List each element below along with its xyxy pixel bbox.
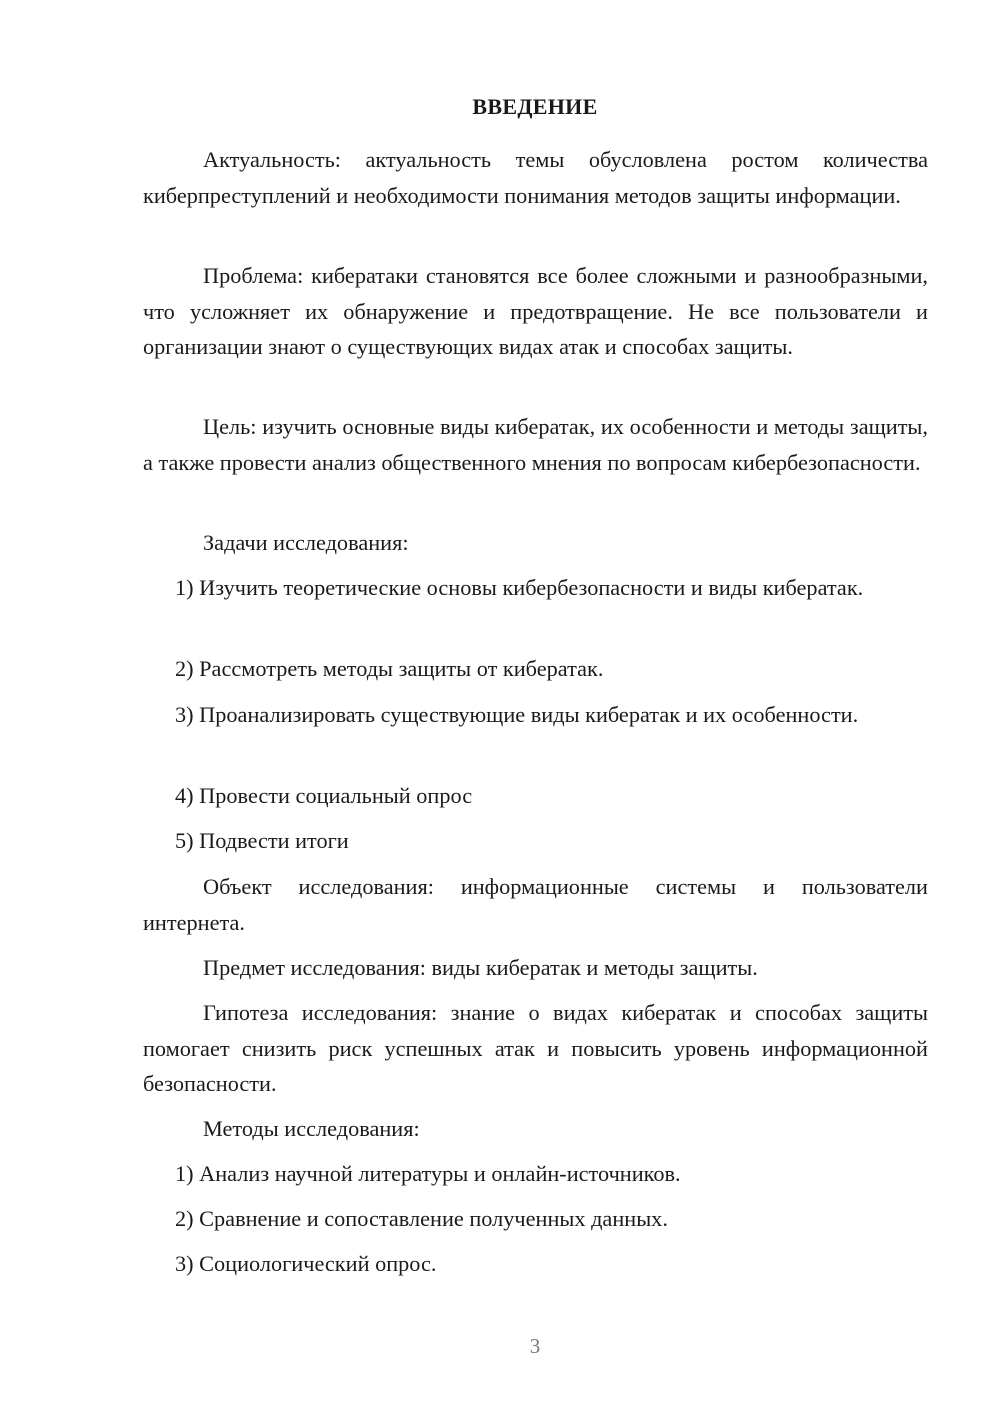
task-item-3: 3) Проанализировать существующие виды кибератак и их особенности. xyxy=(175,702,859,727)
paragraph-subject: Предмет исследования: виды кибератак и методы защиты. xyxy=(203,955,758,980)
task-item-5: 5) Подвести итоги xyxy=(175,828,349,853)
paragraph-object: Объект исследования: информационные системы и пользователи интернета. xyxy=(143,874,928,935)
task-item-2: 2) Рассмотреть методы защиты от кибератак. xyxy=(175,656,604,681)
tasks-heading: Задачи исследования: xyxy=(203,530,409,555)
paragraph-goal: Цель: изучить основные виды кибератак, их особенности и методы защиты, а также провести анализ общественного мнения по вопросам кибербезопасности. xyxy=(143,414,928,475)
page-number: 3 xyxy=(529,1334,541,1358)
task-item-1: 1) Изучить теоретические основы кибербезопасности и виды кибератак. xyxy=(175,575,864,600)
paragraph-problem: Проблема: кибератаки становятся все более сложными и разнообразными, что усложняет их обнаружение и предотвращение. Не все пользователи и организации знают о существующих видах атак и способах защиты. xyxy=(143,263,928,359)
method-item-3: 3) Социологический опрос. xyxy=(175,1251,437,1276)
paragraph-hypothesis: Гипотеза исследования: знание о видах кибератак и способах защиты помогает снизить риск успешных атак и повысить уровень информационной безопасности. xyxy=(143,1000,928,1096)
paragraph-relevance: Актуальность: актуальность темы обусловлена ростом количества киберпреступлений и необходимости понимания методов защиты информации. xyxy=(143,147,928,208)
task-item-4: 4) Провести социальный опрос xyxy=(175,783,473,808)
method-item-2: 2) Сравнение и сопоставление полученных данных. xyxy=(175,1206,668,1231)
methods-heading: Методы исследования: xyxy=(203,1116,420,1141)
method-item-1: 1) Анализ научной литературы и онлайн-источников. xyxy=(175,1161,681,1186)
page-title: ВВЕДЕНИЕ xyxy=(472,94,598,119)
